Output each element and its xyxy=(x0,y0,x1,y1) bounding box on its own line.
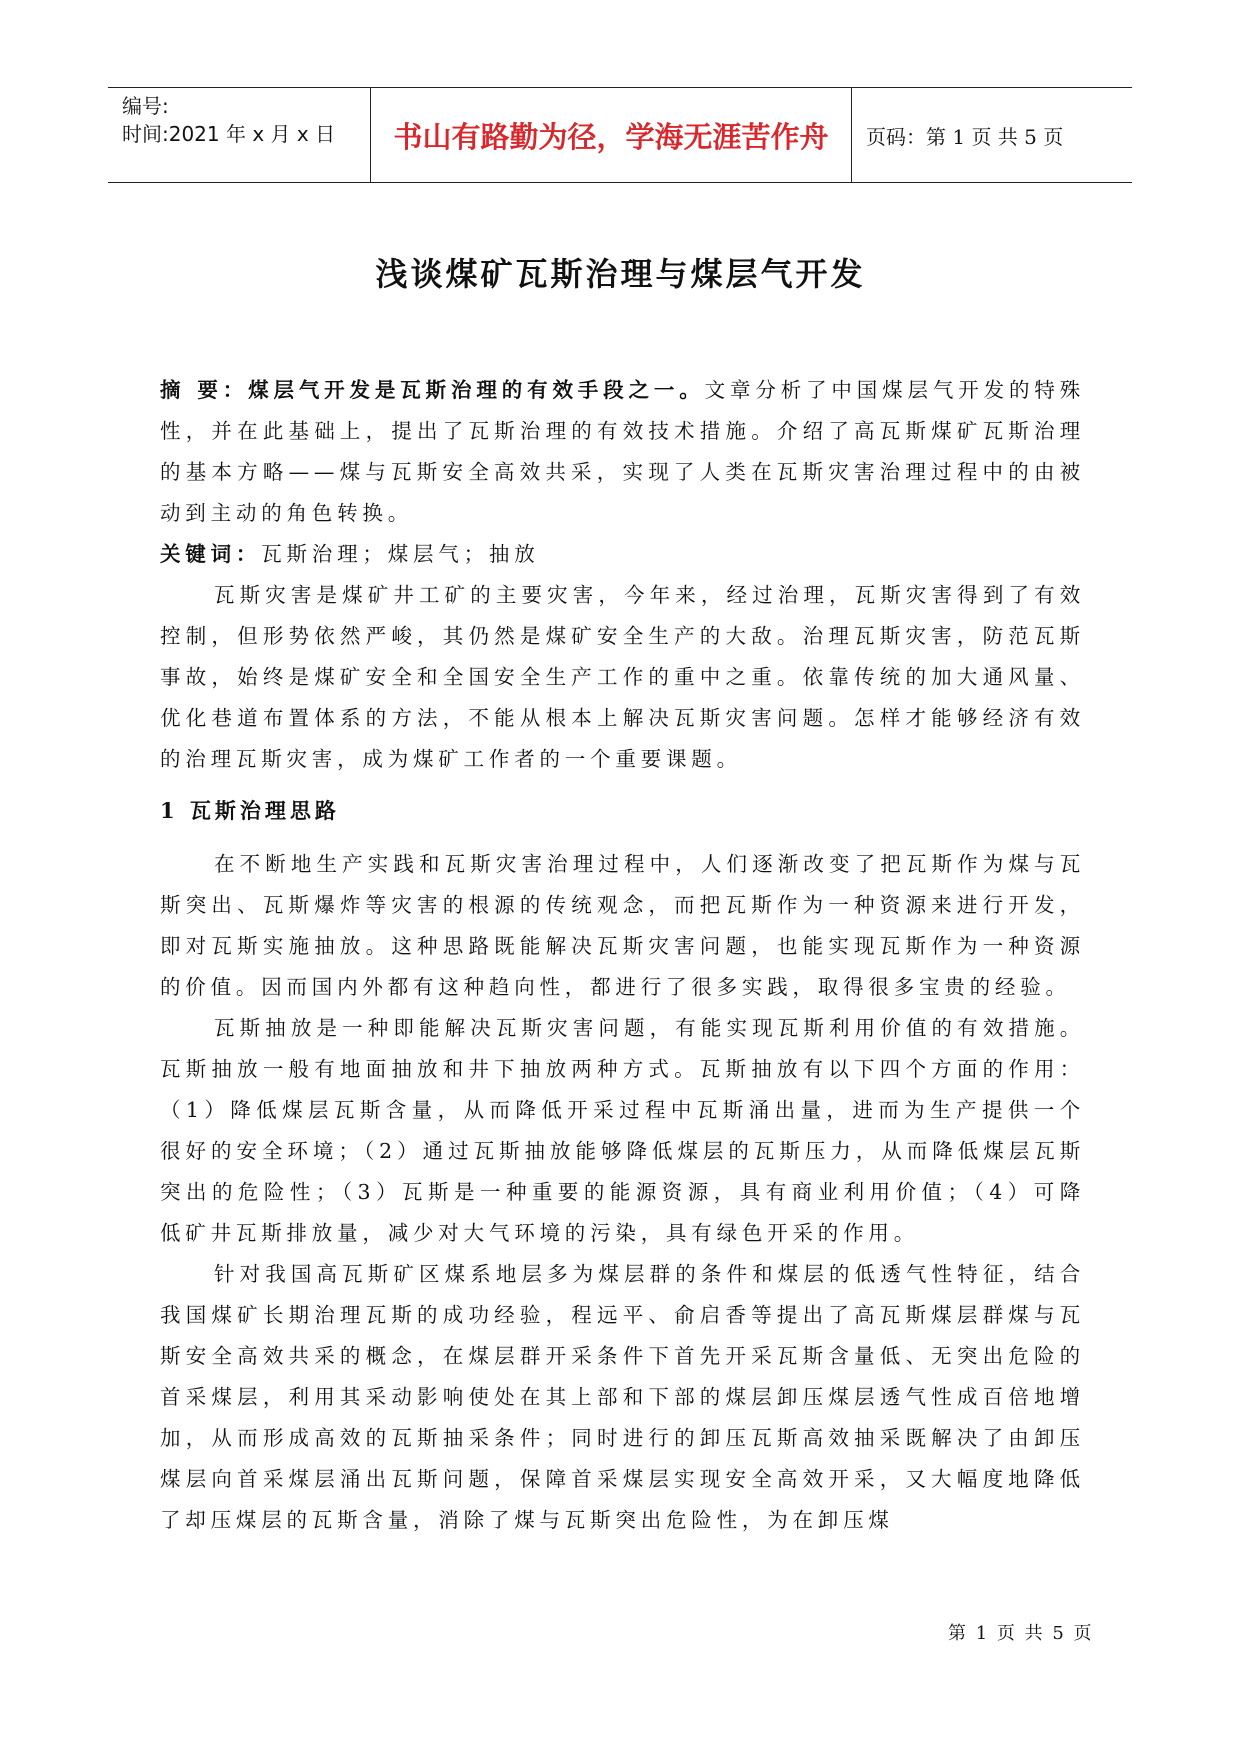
abstract-label: 摘 要： xyxy=(160,378,249,402)
keywords-paragraph xyxy=(160,534,1085,575)
header-page-cell xyxy=(852,88,1132,182)
body-paragraph: 针对我国高瓦斯矿区煤系地层多为煤层群的条件和煤层的低透气性特征，结合我国煤矿长期治理瓦斯的成功经验，程远平、俞启香等提出了高瓦斯煤层群煤与瓦斯安全高效共采的概念，在煤层群开采条件下首先开采瓦斯含量低、无突出危险的首采煤层，利用其采动影响使处在其上部和下部的煤层卸压煤层透气性成百倍地增加，从而形成高效的瓦斯抽采条件；同时进行的卸压瓦斯高效抽采既解决了由卸压煤层向首采煤层涌出瓦斯问题，保障首采煤层实现安全高效开采，又大幅度地降低了却压煤层的瓦斯含量，消除了煤与瓦斯突出危险性，为在卸压煤 xyxy=(160,1262,1085,1532)
document-number-label: 编号: xyxy=(122,94,169,118)
abstract-lead: 煤层气开发是瓦斯治理的有效手段之一。 xyxy=(248,378,705,402)
document-time-label: 时间:2021 年 x 月 x 日 xyxy=(122,122,336,146)
keywords-label: 关键词： xyxy=(160,542,262,566)
abstract-text: 文章分析了中国煤层气开发的特殊性，并在此基础上，提出了瓦斯治理的有效技术措施。介绍了高瓦斯煤矿瓦斯治理的基本方略——煤与瓦斯安全高效共采，实现了人类在瓦斯灾害治理过程中的由被动到主动的角色转换。 xyxy=(160,378,1085,525)
document-body xyxy=(160,370,1085,1541)
header-left-cell xyxy=(108,88,370,182)
document-header xyxy=(108,87,1132,183)
header-motto-cell xyxy=(370,88,852,182)
abstract-paragraph xyxy=(160,370,1085,534)
document-title: 浅谈煤矿瓦斯治理与煤层气开发 xyxy=(375,255,866,293)
page-footer: 第 1 页 共 5 页 xyxy=(948,1623,1094,1644)
body-paragraph: 在不断地生产实践和瓦斯灾害治理过程中，人们逐渐改变了把瓦斯作为煤与瓦斯突出、瓦斯爆炸等灾害的根源的传统观念，而把瓦斯作为一种资源来进行开发，即对瓦斯实施抽放。这种思路既能解决瓦斯灾害问题，也能实现瓦斯作为一种资源的价值。因而国内外都有这种趋向性，都进行了很多实践，取得很多宝贵的经验。 xyxy=(160,852,1085,999)
intro-paragraph: 瓦斯灾害是煤矿井工矿的主要灾害，今年来，经过治理，瓦斯灾害得到了有效控制，但形势依然严峻，其仍然是煤矿安全生产的大敌。治理瓦斯灾害，防范瓦斯事故，始终是煤矿安全和全国安全生产工作的重中之重。依靠传统的加大通风量、优化巷道布置体系的方法，不能从根本上解决瓦斯灾害问题。怎样才能够经济有效的治理瓦斯灾害，成为煤矿工作者的一个重要课题。 xyxy=(160,583,1085,771)
section-heading: 1 瓦斯治理思路 xyxy=(160,798,340,823)
keywords-text: 瓦斯治理；煤层气；抽放 xyxy=(261,542,540,566)
body-paragraph: 瓦斯抽放是一种即能解决瓦斯灾害问题，有能实现瓦斯利用价值的有效措施。瓦斯抽放一般有地面抽放和井下抽放两种方式。瓦斯抽放有以下四个方面的作用：（1）降低煤层瓦斯含量，从而降低开采过程中瓦斯涌出量，进而为生产提供一个很好的安全环境；（2）通过瓦斯抽放能够降低煤层的瓦斯压力，从而降低煤层瓦斯突出的危险性；（3）瓦斯是一种重要的能源资源，具有商业利用价值；（4）可降低矿井瓦斯排放量，减少对大气环境的污染，具有绿色开采的作用。 xyxy=(160,1016,1085,1245)
header-page-info: 页码：第 1 页 共 5 页 xyxy=(866,124,1064,149)
header-motto: 书山有路勤为径，学海无涯苦作舟 xyxy=(393,119,829,154)
